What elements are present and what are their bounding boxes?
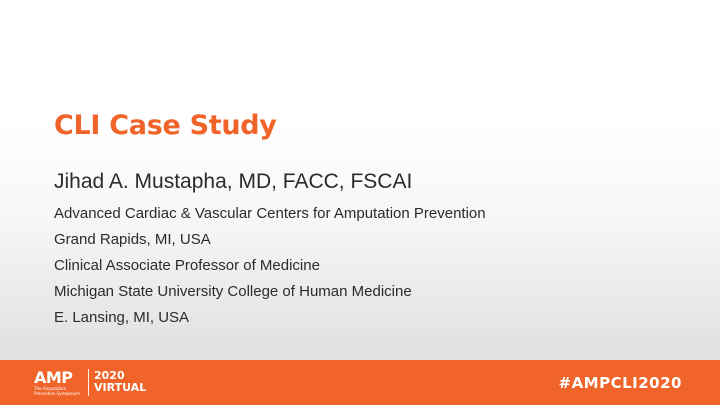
event-hashtag: #AMPCLI2020 (558, 374, 682, 392)
affiliation-line-4: Michigan State University College of Human Medicine (54, 283, 412, 300)
event-label (94, 370, 146, 394)
affiliation-line-3: Clinical Associate Professor of Medicine (54, 257, 320, 274)
event-type: VIRTUAL (94, 381, 147, 394)
amp-logo-subtext: The Amputation Prevention Symposium (34, 386, 81, 396)
affiliation-line-5: E. Lansing, MI, USA (54, 309, 190, 326)
amp-logo-text: AMP (34, 368, 73, 387)
amp-logo (34, 370, 86, 396)
affiliation-line-1: Advanced Cardiac & Vascular Centers for Amputation Prevention (54, 205, 486, 222)
event-year: 2020 (94, 369, 125, 382)
affiliation-line-2: Grand Rapids, MI, USA (54, 231, 211, 248)
footer-bar (0, 360, 720, 405)
footer-divider (88, 369, 89, 396)
slide-title: CLI Case Study (54, 110, 277, 141)
presenter-name: Jihad A. Mustapha, MD, FACC, FSCAI (54, 170, 413, 193)
